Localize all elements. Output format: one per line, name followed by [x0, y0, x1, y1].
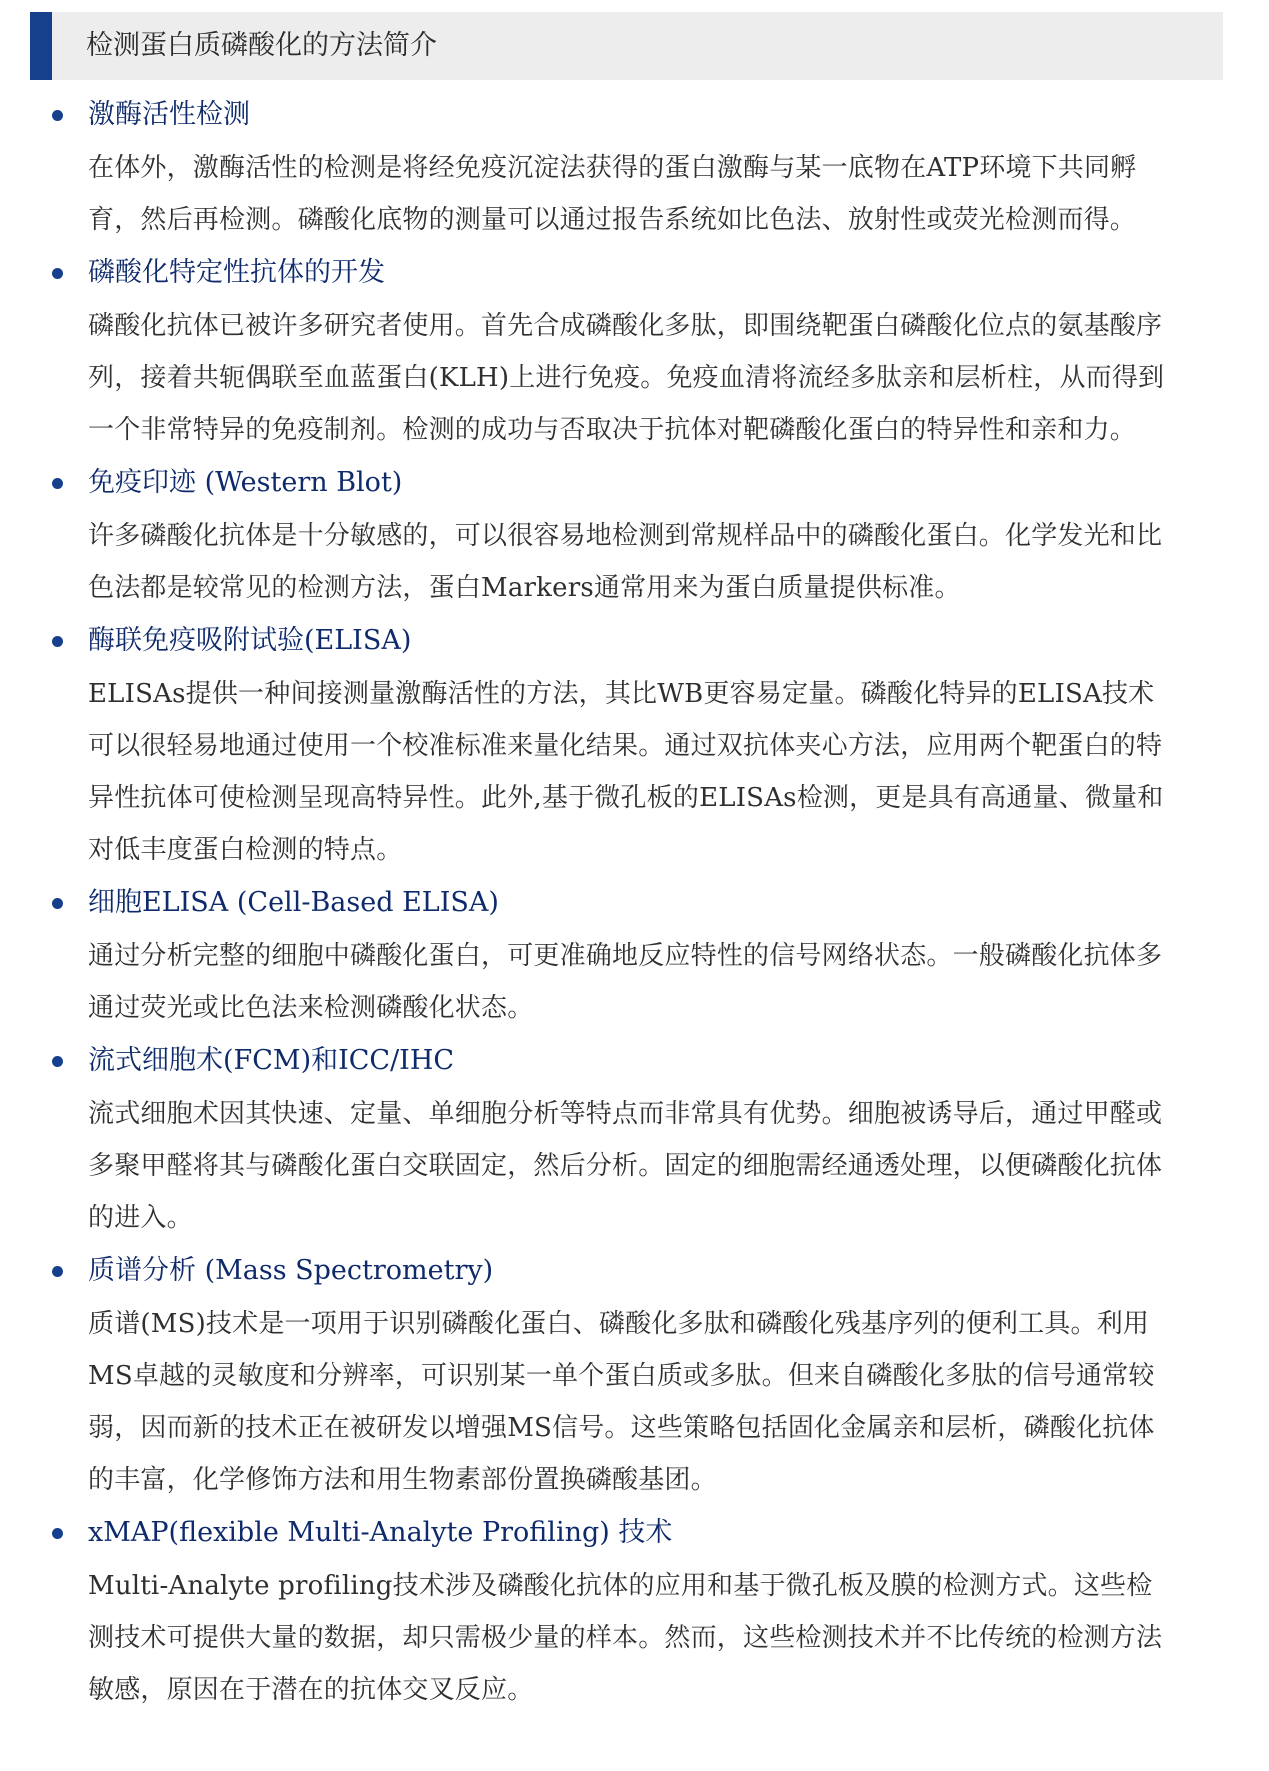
- method-xmap: [0, 1506, 1269, 1716]
- bullet-icon: [52, 478, 63, 489]
- bullet-icon: [52, 898, 63, 909]
- method-description: ELISAs提供一种间接测量激酶活性的方法，其比WB更容易定量。磷酸化特异的ELISA技术可以很轻易地通过使用一个校准标准来量化结果。通过双抗体夹心方法，应用两个靶蛋白的特异性抗体可使检测呈现高特异性。此外,基于微孔板的ELISAs检测，更是具有高通量、微量和对低丰度蛋白检测的特点。: [88, 679, 1164, 865]
- bullet-icon: [52, 110, 63, 121]
- method-list: [0, 88, 1269, 1716]
- method-title-text: 磷酸化特定性抗体的开发: [88, 257, 385, 288]
- method-description: 质谱(MS)技术是一项用于识别磷酸化蛋白、磷酸化多肽和磷酸化残基序列的便利工具。利用MS卓越的灵敏度和分辨率，可识别某一单个蛋白质或多肽。但来自磷酸化多肽的信号通常较弱，因而新的技术正在被研发以增强MS信号。这些策略包括固化金属亲和层析，磷酸化抗体的丰富，化学修饰方法和用生物素部份置换磷酸基团。: [88, 1309, 1155, 1495]
- page-title: 检测蛋白质磷酸化的方法简介: [86, 30, 437, 61]
- method-title: [0, 246, 1269, 300]
- method-title-text: 激酶活性检测: [88, 99, 250, 130]
- method-title-text: 质谱分析 (Mass Spectrometry): [88, 1255, 494, 1286]
- method-title: [0, 876, 1269, 930]
- method-title-text: 酶联免疫吸附试验(ELISA): [88, 625, 412, 656]
- method-kinase-activity: [0, 88, 1269, 246]
- method-title: [0, 1506, 1269, 1560]
- method-title: [0, 456, 1269, 510]
- method-western-blot: [0, 456, 1269, 614]
- bullet-icon: [52, 636, 63, 647]
- section-header: [30, 12, 1223, 80]
- header-accent-bar: [30, 12, 52, 80]
- method-description: 许多磷酸化抗体是十分敏感的，可以很容易地检测到常规样品中的磷酸化蛋白。化学发光和比色法都是较常见的检测方法，蛋白Markers通常用来为蛋白质量提供标准。: [88, 521, 1163, 603]
- method-title-text: 流式细胞术(FCM)和ICC/IHC: [88, 1045, 455, 1076]
- method-title-text: 免疫印迹 (Western Blot): [88, 467, 403, 498]
- method-title: [0, 1244, 1269, 1298]
- method-title-text: xMAP(flexible Multi-Analyte Profiling) 技术: [88, 1517, 673, 1548]
- method-description: 通过分析完整的细胞中磷酸化蛋白，可更准确地反应特性的信号网络状态。一般磷酸化抗体多通过荧光或比色法来检测磷酸化状态。: [88, 941, 1163, 1023]
- method-title: [0, 1034, 1269, 1088]
- method-description: Multi-Analyte profiling技术涉及磷酸化抗体的应用和基于微孔板及膜的检测方式。这些检测技术可提供大量的数据，却只需极少量的样本。然而，这些检测技术并不比传统的检测方法敏感，原因在于潜在的抗体交叉反应。: [88, 1571, 1163, 1705]
- method-title: [0, 88, 1269, 142]
- bullet-icon: [52, 1528, 63, 1539]
- method-flow-cytometry: [0, 1034, 1269, 1244]
- method-title-text: 细胞ELISA (Cell-Based ELISA): [88, 887, 499, 918]
- method-description: 在体外，激酶活性的检测是将经免疫沉淀法获得的蛋白激酶与某一底物在ATP环境下共同孵育，然后再检测。磷酸化底物的测量可以通过报告系统如比色法、放射性或荧光检测而得。: [88, 153, 1137, 235]
- method-elisa: [0, 614, 1269, 876]
- method-mass-spectrometry: [0, 1244, 1269, 1506]
- method-cell-based-elisa: [0, 876, 1269, 1034]
- bullet-icon: [52, 268, 63, 279]
- bullet-icon: [52, 1266, 63, 1277]
- method-title: [0, 614, 1269, 668]
- method-description: 流式细胞术因其快速、定量、单细胞分析等特点而非常具有优势。细胞被诱导后，通过甲醛或多聚甲醛将其与磷酸化蛋白交联固定，然后分析。固定的细胞需经通透处理，以便磷酸化抗体的进入。: [88, 1099, 1163, 1233]
- bullet-icon: [52, 1056, 63, 1067]
- method-description: 磷酸化抗体已被许多研究者使用。首先合成磷酸化多肽，即围绕靶蛋白磷酸化位点的氨基酸序列，接着共轭偶联至血蓝蛋白(KLH)上进行免疫。免疫血清将流经多肽亲和层析柱，从而得到一个非常特异的免疫制剂。检测的成功与否取决于抗体对靶磷酸化蛋白的特异性和亲和力。: [88, 311, 1165, 445]
- method-phospho-antibody: [0, 246, 1269, 456]
